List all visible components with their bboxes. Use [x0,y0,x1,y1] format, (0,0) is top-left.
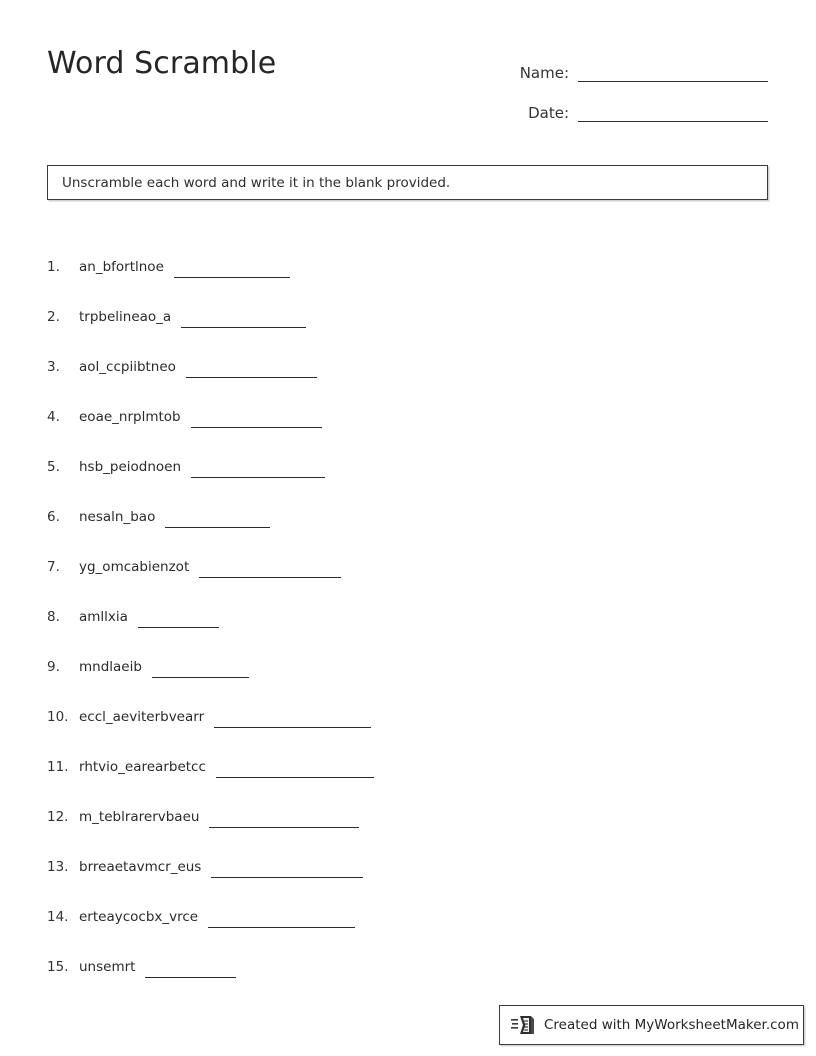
scrambled-word: trpbelineao_a [79,309,172,325]
answer-blank[interactable] [209,810,359,828]
name-input-line[interactable] [578,61,768,82]
scrambled-word: nesaln_bao [79,509,156,525]
answer-blank[interactable] [165,510,270,528]
problem-number: 6. [47,509,60,525]
problem-number: 11. [47,759,69,775]
scrambled-word: an_bfortlnoe [79,259,164,275]
answer-blank[interactable] [208,910,355,928]
page-title: Word Scramble [47,46,277,81]
answer-blank[interactable] [214,710,371,728]
problem-number: 9. [47,659,60,675]
scrambled-word: brreaetavmcr_eus [79,859,202,875]
date-label: Date: [528,104,569,122]
problem-number: 3. [47,359,60,375]
problem-number: 12. [47,809,69,825]
answer-blank[interactable] [191,460,325,478]
footer-badge-label: Created with MyWorksheetMaker.com [544,1017,799,1033]
problem-row [47,778,777,828]
problem-row [47,828,777,878]
answer-blank[interactable] [138,610,219,628]
footer-badge[interactable] [499,1005,804,1045]
answer-blank[interactable] [211,860,363,878]
problem-row [47,328,777,378]
answer-blank[interactable] [174,260,290,278]
name-label: Name: [519,64,569,82]
problem-row [47,478,777,528]
problem-row [47,578,777,628]
scrambled-word: unsemrt [79,959,136,975]
name-row [478,52,768,82]
problem-list [47,228,777,978]
problem-number: 5. [47,459,60,475]
date-row [478,92,768,122]
scrambled-word: rhtvio_earearbetcc [79,759,206,775]
problem-number: 2. [47,309,60,325]
problem-number: 13. [47,859,69,875]
scrambled-word: erteaycocbx_vrce [79,909,199,925]
scrambled-word: yg_omcabienzot [79,559,190,575]
worksheet-maker-logo-icon [511,1013,537,1037]
problem-number: 8. [47,609,60,625]
answer-blank[interactable] [145,960,236,978]
problem-row [47,628,777,678]
problem-row [47,428,777,478]
scrambled-word: m_teblrarervbaeu [79,809,200,825]
problem-row [47,378,777,428]
answer-blank[interactable] [199,560,341,578]
scrambled-word: eoae_nrplmtob [79,409,181,425]
problem-row [47,878,777,928]
answer-blank[interactable] [152,660,249,678]
problem-number: 15. [47,959,69,975]
instruction-box [47,165,768,200]
answer-blank[interactable] [186,360,317,378]
scrambled-word: mndlaeib [79,659,142,675]
answer-blank[interactable] [216,760,374,778]
scrambled-word: aol_ccpiibtneo [79,359,176,375]
scrambled-word: eccl_aeviterbvearr [79,709,205,725]
problem-number: 10. [47,709,69,725]
problem-row [47,728,777,778]
instruction-text: Unscramble each word and write it in the blank provided. [62,174,451,191]
problem-row [47,678,777,728]
answer-blank[interactable] [191,410,322,428]
scrambled-word: amllxia [79,609,128,625]
problem-number: 4. [47,409,60,425]
problem-row [47,278,777,328]
problem-row [47,528,777,578]
name-date-block [478,52,768,132]
worksheet-header [47,44,768,124]
scrambled-word: hsb_peiodnoen [79,459,182,475]
answer-blank[interactable] [181,310,306,328]
problem-row [47,228,777,278]
problem-number: 14. [47,909,69,925]
problem-row [47,928,777,978]
problem-number: 7. [47,559,60,575]
problem-number: 1. [47,259,60,275]
date-input-line[interactable] [578,101,768,122]
